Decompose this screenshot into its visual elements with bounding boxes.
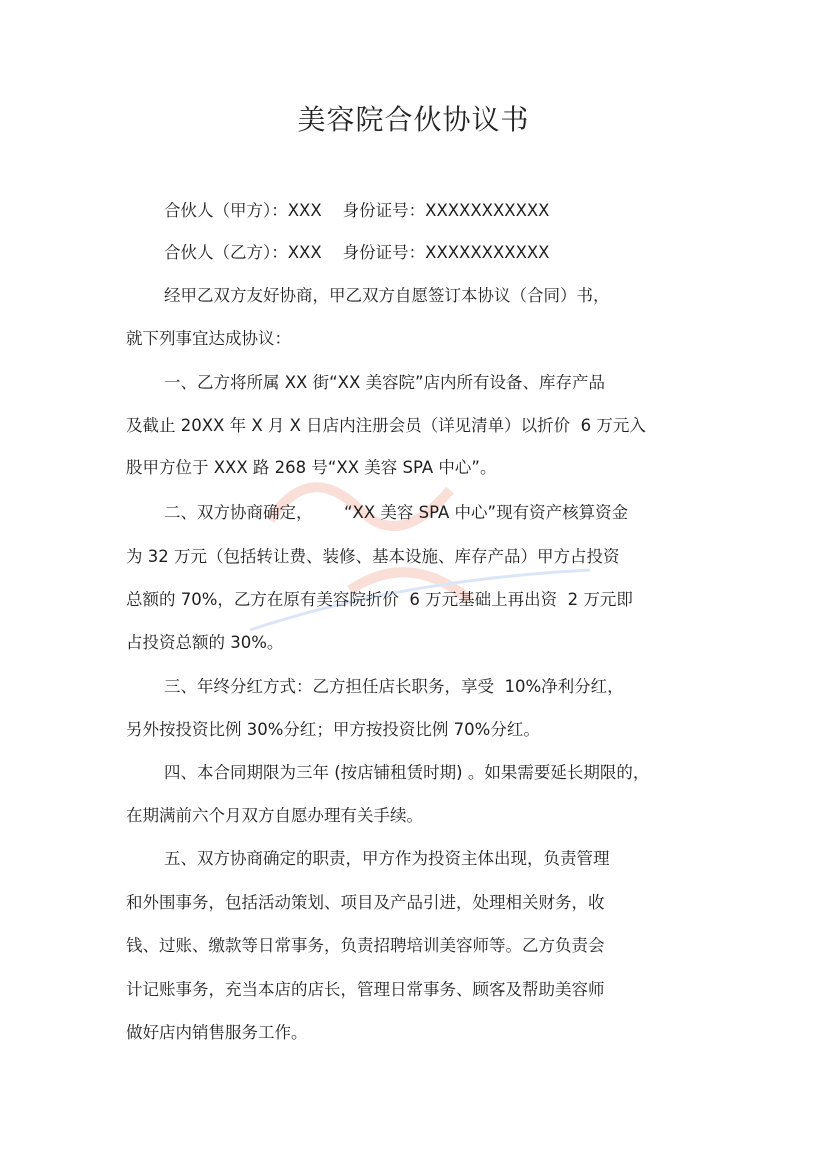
clause-2-line: 占投资总额的 30%。 xyxy=(126,633,284,652)
clause-5-line: 做好店内销售服务工作。 xyxy=(126,1023,308,1042)
clause-2-line: 为 32 万元（包括转让费、装修、基本设施、库存产品）甲方占投资 xyxy=(126,547,620,566)
document-title: 美容院合伙协议书 xyxy=(297,103,530,136)
clause-4-line: 在期满前六个月双方自愿办理有关手续。 xyxy=(126,806,423,825)
party-a-line: 合伙人（甲方）：XXX 身份证号：XXXXXXXXXXX xyxy=(164,201,550,220)
clause-3-line: 另外按投资比例 30%分红；甲方按投资比例 70%分红。 xyxy=(126,720,540,739)
clause-4-line: 四、本合同期限为三年 (按店铺租赁时期) 。如果需要延长期限的， xyxy=(164,763,650,782)
clause-3-line: 三、年终分红方式：乙方担任店长职务，享受 10%净利分红， xyxy=(164,677,624,696)
clause-5-line: 计记账事务，充当本店的店长，管理日常事务、顾客及帮助美容师 xyxy=(126,980,605,999)
clause-1-line: 股甲方位于 XXX 路 268 号“XX 美容 SPA 中心”。 xyxy=(126,458,497,477)
clause-2-line: 总额的 70%，乙方在原有美容院折价 6 万元基础上再出资 2 万元即 xyxy=(126,590,633,609)
clause-5-line: 钱、过账、缴款等日常事务，负责招聘培训美容师等。乙方负责会 xyxy=(126,936,605,955)
party-b-line: 合伙人（乙方）：XXX 身份证号：XXXXXXXXXXX xyxy=(164,243,550,262)
clause-2-line: 二、双方协商确定， “XX 美容 SPA 中心”现有资产核算资金 xyxy=(164,503,629,522)
clause-1-line: 及截止 20XX 年 X 月 X 日店内注册会员（详见清单）以折价 6 万元入 xyxy=(126,416,646,435)
clause-5-line: 五、双方协商确定的职责，甲方作为投资主体出现，负责管理 xyxy=(164,849,610,868)
paragraph-line: 经甲乙双方友好协商，甲乙双方自愿签订本协议（合同）书， xyxy=(164,286,610,305)
paragraph-line: 就下列事宜达成协议： xyxy=(126,329,291,348)
clause-5-line: 和外围事务，包括活动策划、项目及产品引进，处理相关财务，收 xyxy=(126,893,605,912)
clause-1-line: 一、乙方将所属 XX 街“XX 美容院”店内所有设备、库存产品 xyxy=(164,373,606,392)
